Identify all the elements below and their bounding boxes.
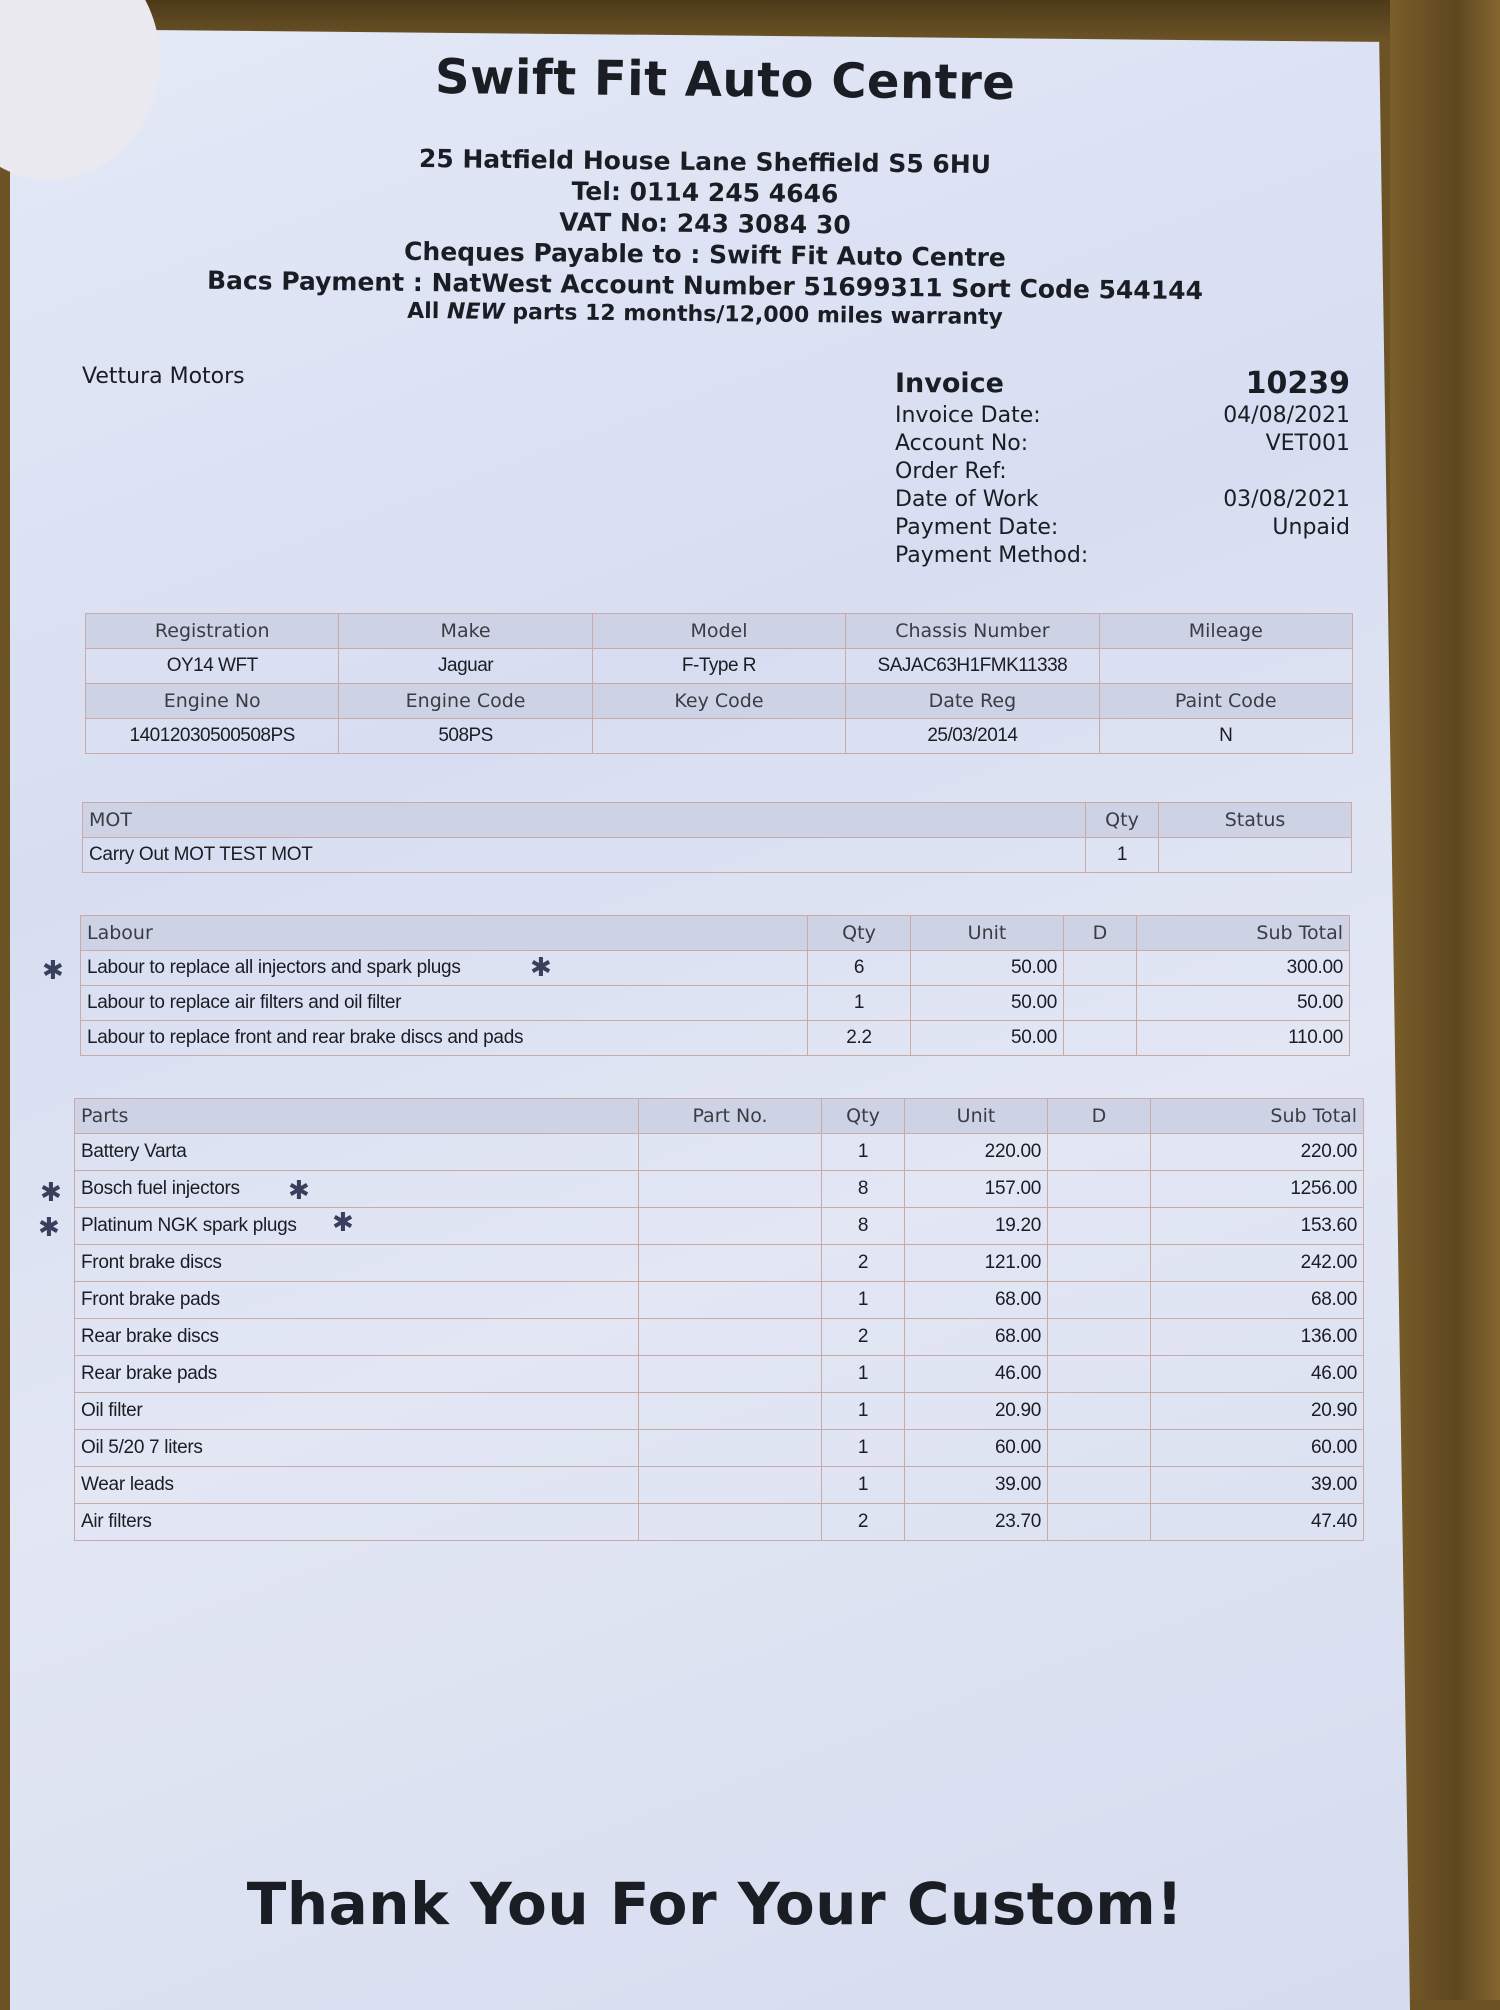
vehicle-header: Engine No [86,684,339,719]
parts-subtotal: 68.00 [1151,1282,1364,1319]
invoice-label: Date of Work [895,487,1039,512]
labour-qty: 6 [808,951,911,986]
parts-partno [639,1171,822,1208]
vehicle-value: N [1099,719,1352,754]
shop-vat: VAT No: 243 3084 30 [559,207,851,240]
labour-qty: 2.2 [808,1021,911,1056]
vehicle-header-row [86,684,1353,719]
parts-partno [639,1504,822,1541]
vehicle-header-row [86,614,1353,649]
parts-desc: Oil 5/20 7 liters [75,1430,639,1467]
invoice-label: Payment Date: [895,515,1059,540]
vehicle-value: 25/03/2014 [846,719,1099,754]
parts-d [1048,1467,1151,1504]
handwritten-star-icon: ✱ [288,1176,310,1206]
parts-qty: 1 [822,1282,905,1319]
cheques-payable: Cheques Payable to : Swift Fit Auto Centre [403,236,1006,273]
vehicle-header: Key Code [592,684,845,719]
vehicle-header: Engine Code [339,684,592,719]
parts-unit: 20.90 [905,1393,1048,1430]
mot-status [1159,838,1352,873]
vehicle-header: Make [339,614,592,649]
handwritten-star-icon: ✱ [38,1213,60,1243]
labour-table [80,915,1350,1056]
parts-partno-header: Part No. [639,1099,822,1134]
labour-row [81,1021,1350,1056]
parts-d [1048,1356,1151,1393]
parts-unit: 39.00 [905,1467,1048,1504]
mot-qty-header: Qty [1086,803,1159,838]
vehicle-header: Paint Code [1099,684,1352,719]
bacs-payment: Bacs Payment : NatWest Account Number 51699311 Sort Code 544144 [206,265,1204,306]
parts-desc: Wear leads [75,1467,639,1504]
invoice-header [0,48,1410,331]
parts-title: Parts [75,1099,639,1134]
mot-qty: 1 [1086,838,1159,873]
invoice-row [895,514,1350,542]
parts-unit: 157.00 [905,1171,1048,1208]
parts-row [75,1504,1364,1541]
parts-d [1048,1430,1151,1467]
labour-subtotal: 50.00 [1137,986,1350,1021]
parts-subtotal: 39.00 [1151,1467,1364,1504]
labour-title: Labour [81,916,808,951]
labour-d-header: D [1064,916,1137,951]
mot-desc: Carry Out MOT TEST MOT [83,838,1086,873]
parts-qty: 2 [822,1245,905,1282]
parts-row [75,1319,1364,1356]
vehicle-value: Jaguar [339,649,592,684]
parts-d [1048,1282,1151,1319]
invoice-value: 04/08/2021 [1223,403,1350,428]
shop-tel: Tel: 0114 245 4646 [571,176,839,209]
parts-desc: Air filters [75,1504,639,1541]
parts-d [1048,1504,1151,1541]
parts-qty: 8 [822,1171,905,1208]
invoice-row [895,402,1350,430]
parts-partno [639,1134,822,1171]
parts-d [1048,1171,1151,1208]
parts-subtotal: 60.00 [1151,1430,1364,1467]
warranty-new: NEW [446,299,505,325]
parts-desc: Bosch fuel injectors [75,1171,639,1208]
labour-d [1064,1021,1137,1056]
parts-desc: Platinum NGK spark plugs [75,1208,639,1245]
parts-subtotal: 153.60 [1151,1208,1364,1245]
invoice-value: 03/08/2021 [1223,487,1350,512]
mot-header-row [83,803,1352,838]
invoice-row [895,486,1350,514]
vehicle-table [85,613,1353,754]
labour-d [1064,951,1137,986]
mot-status-header: Status [1159,803,1352,838]
parts-row [75,1467,1364,1504]
customer-name: Vettura Motors [82,364,245,389]
parts-partno [639,1393,822,1430]
labour-subtotal: 300.00 [1137,951,1350,986]
parts-qty: 8 [822,1208,905,1245]
parts-partno [639,1356,822,1393]
parts-partno [639,1467,822,1504]
shop-address: 25 Hatfield House Lane Sheffield S5 6HU [418,144,992,179]
labour-qty-header: Qty [808,916,911,951]
parts-d [1048,1208,1151,1245]
parts-desc: Oil filter [75,1393,639,1430]
handwritten-star-icon: ✱ [332,1208,354,1238]
labour-row [81,986,1350,1021]
parts-subtotal: 136.00 [1151,1319,1364,1356]
parts-row [75,1208,1364,1245]
warranty-prefix: All [407,298,448,325]
handwritten-star-icon: ✱ [42,956,64,986]
parts-partno [639,1430,822,1467]
invoice-label: Payment Method: [895,543,1089,568]
labour-subtotal: 110.00 [1137,1021,1350,1056]
vehicle-header: Mileage [1099,614,1352,649]
invoice-row [895,458,1350,486]
invoice-title: Invoice [895,368,1004,399]
parts-unit: 19.20 [905,1208,1048,1245]
parts-qty: 2 [822,1504,905,1541]
parts-d [1048,1319,1151,1356]
vehicle-value [592,719,845,754]
parts-qty-header: Qty [822,1099,905,1134]
parts-subtotal: 47.40 [1151,1504,1364,1541]
vehicle-header: Date Reg [846,684,1099,719]
vehicle-header: Chassis Number [846,614,1099,649]
parts-desc: Front brake pads [75,1282,639,1319]
parts-partno [639,1319,822,1356]
vehicle-value: 508PS [339,719,592,754]
parts-desc: Rear brake discs [75,1319,639,1356]
parts-subtotal: 20.90 [1151,1393,1364,1430]
parts-qty: 1 [822,1393,905,1430]
parts-row [75,1282,1364,1319]
parts-partno [639,1245,822,1282]
parts-subtotal: 242.00 [1151,1245,1364,1282]
parts-row [75,1356,1364,1393]
parts-unit: 68.00 [905,1282,1048,1319]
handwritten-star-icon: ✱ [530,953,552,983]
labour-unit: 50.00 [911,1021,1064,1056]
invoice-value: Unpaid [1272,515,1350,540]
parts-d-header: D [1048,1099,1151,1134]
labour-desc: Labour to replace front and rear brake discs and pads [81,1021,808,1056]
invoice-number: 10239 [1245,366,1350,401]
vehicle-value-row [86,649,1353,684]
vehicle-header: Model [592,614,845,649]
invoice-label: Order Ref: [895,459,1007,484]
vehicle-value-row [86,719,1353,754]
parts-d [1048,1134,1151,1171]
parts-subtotal: 220.00 [1151,1134,1364,1171]
parts-d [1048,1393,1151,1430]
invoice-row [895,542,1350,570]
parts-row [75,1245,1364,1282]
invoice-details [895,366,1350,570]
invoice-label: Invoice Date: [895,403,1041,428]
invoice-label: Account No: [895,431,1029,456]
warranty-suffix: parts 12 months/12,000 miles warranty [504,299,1003,331]
labour-subtotal-header: Sub Total [1137,916,1350,951]
parts-row [75,1430,1364,1467]
parts-qty: 1 [822,1356,905,1393]
labour-d [1064,986,1137,1021]
parts-unit: 121.00 [905,1245,1048,1282]
labour-row [81,951,1350,986]
parts-header-row [75,1099,1364,1134]
parts-qty: 1 [822,1430,905,1467]
labour-unit: 50.00 [911,986,1064,1021]
parts-row [75,1393,1364,1430]
invoice-title-row [895,366,1350,402]
parts-desc: Battery Varta [75,1134,639,1171]
parts-qty: 1 [822,1134,905,1171]
labour-unit-header: Unit [911,916,1064,951]
vehicle-value: F-Type R [592,649,845,684]
parts-table [74,1098,1364,1541]
parts-unit: 60.00 [905,1430,1048,1467]
parts-partno [639,1208,822,1245]
parts-d [1048,1245,1151,1282]
parts-desc: Rear brake pads [75,1356,639,1393]
vehicle-header: Registration [86,614,339,649]
parts-desc: Front brake discs [75,1245,639,1282]
labour-qty: 1 [808,986,911,1021]
labour-desc: Labour to replace all injectors and spark plugs [81,951,808,986]
invoice-row [895,430,1350,458]
parts-unit: 220.00 [905,1134,1048,1171]
parts-subtotal: 46.00 [1151,1356,1364,1393]
vehicle-value [1099,649,1352,684]
handwritten-star-icon: ✱ [40,1178,62,1208]
parts-unit-header: Unit [905,1099,1048,1134]
labour-header-row [81,916,1350,951]
parts-subtotal-header: Sub Total [1151,1099,1364,1134]
parts-unit: 68.00 [905,1319,1048,1356]
vehicle-value: OY14 WFT [86,649,339,684]
labour-unit: 50.00 [911,951,1064,986]
parts-qty: 1 [822,1467,905,1504]
parts-unit: 23.70 [905,1504,1048,1541]
mot-title: MOT [83,803,1086,838]
parts-row [75,1171,1364,1208]
thank-you-footer: Thank You For Your Custom! [246,1870,1184,1938]
vehicle-value: SAJAC63H1FMK11338 [846,649,1099,684]
parts-subtotal: 1256.00 [1151,1171,1364,1208]
labour-desc: Labour to replace air filters and oil filter [81,986,808,1021]
parts-unit: 46.00 [905,1356,1048,1393]
mot-row [83,838,1352,873]
vehicle-value: 14012030500508PS [86,719,339,754]
shop-name: Swift Fit Auto Centre [434,48,1016,112]
parts-partno [639,1282,822,1319]
mot-table [82,802,1352,873]
parts-qty: 2 [822,1319,905,1356]
invoice-value: VET001 [1265,431,1350,456]
parts-row [75,1134,1364,1171]
